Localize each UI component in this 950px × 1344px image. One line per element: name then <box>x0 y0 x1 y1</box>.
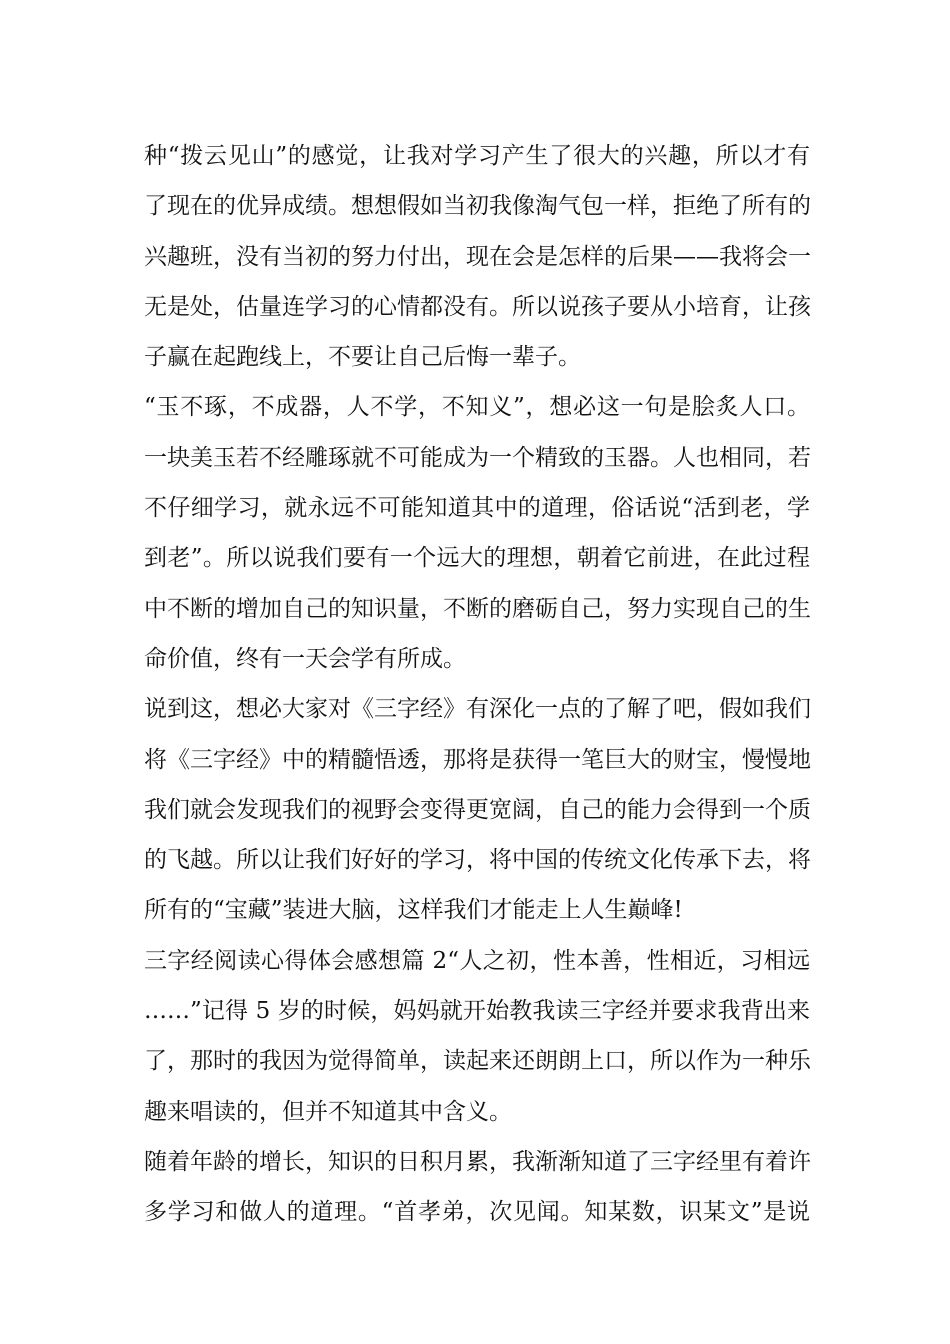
text-line: 多学习和做人的道理。“首孝弟，次见闻。知某数，识某文”是说 <box>144 1199 810 1226</box>
text-line: 说到这，想必大家对《三字经》有深化一点的了解了吧，假如我们 <box>144 696 811 723</box>
text-line: 三字经阅读心得体会感想篇 2“人之初，性本善，性相近，习相远 <box>144 947 810 974</box>
text-line: 随着年龄的增长，知识的日积月累，我渐渐知道了三字经里有着许 <box>144 1148 811 1175</box>
text-line: 所有的“宝藏”装进大脑，这样我们才能走上人生巅峰! <box>144 897 683 924</box>
text-line: 一块美玉若不经雕琢就不可能成为一个精致的玉器。人也相同，若 <box>144 444 811 471</box>
text-line: 趣来唱读的，但并不知道其中含义。 <box>144 1098 512 1125</box>
body-text <box>144 131 810 1238</box>
text-line: 的飞越。所以让我们好好的学习，将中国的传统文化传承下去，将 <box>144 847 811 874</box>
text-line: 不仔细学习，就永远不可能知道其中的道理，俗话说“活到老，学 <box>144 495 810 522</box>
text-line: “玉不琢，不成器，人不学，不知义”，想必这一句是脍炙人口。 <box>144 394 810 421</box>
text-line: 将《三字经》中的精髓悟透，那将是获得一笔巨大的财宝，慢慢地 <box>144 746 811 773</box>
text-line: 到老”。所以说我们要有一个远大的理想，朝着它前进，在此过程 <box>144 545 810 572</box>
text-line: 兴趣班，没有当初的努力付出，现在会是怎样的后果——我将会一 <box>144 243 811 270</box>
text-line: 子赢在起跑线上，不要让自己后悔一辈子。 <box>144 344 581 371</box>
text-line: 了，那时的我因为觉得简单，读起来还朗朗上口，所以作为一种乐 <box>144 1048 811 1075</box>
text-line: 我们就会发现我们的视野会变得更宽阔，自己的能力会得到一个质 <box>144 796 811 823</box>
text-line: 命价值，终有一天会学有所成。 <box>144 645 466 672</box>
text-line: ……”记得 5 岁的时候，妈妈就开始教我读三字经并要求我背出来 <box>144 998 810 1025</box>
text-line: 种“拨云见山”的感觉，让我对学习产生了很大的兴趣，所以才有 <box>144 143 810 169</box>
text-line: 了现在的优异成绩。想想假如当初我像淘气包一样，拒绝了所有的 <box>144 193 811 220</box>
text-line: 中不断的增加自己的知识量，不断的磨砺自己，努力实现自己的生 <box>144 595 811 622</box>
text-line: 无是处，估量连学习的心情都没有。所以说孩子要从小培育，让孩 <box>144 293 811 320</box>
